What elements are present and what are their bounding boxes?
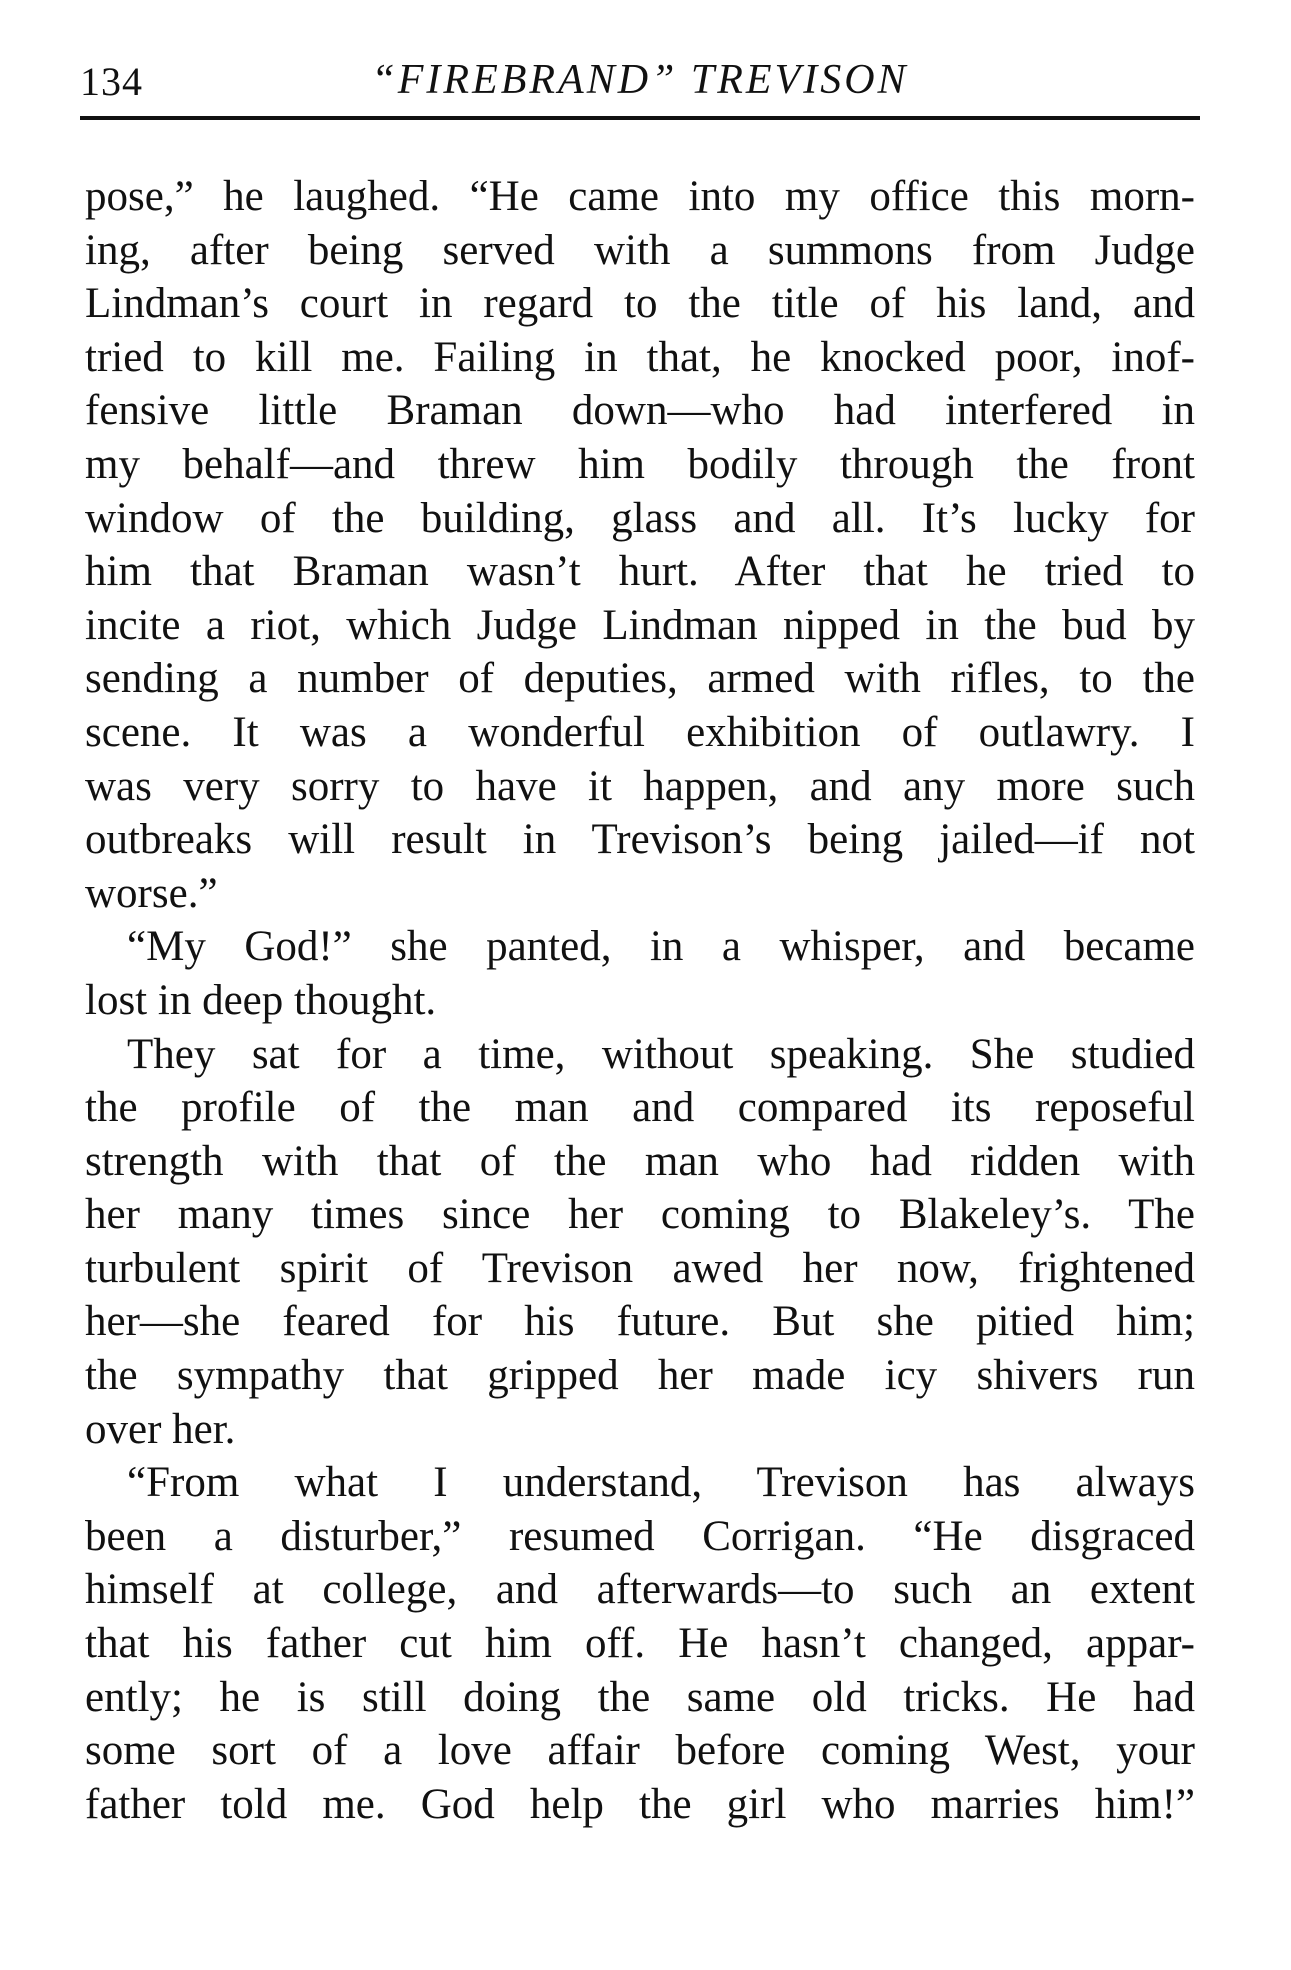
text-line: some sort of a love affair before coming West, your xyxy=(85,1727,1195,1775)
text-line: himself at college, and afterwards—to such an extent xyxy=(85,1566,1195,1614)
text-line: him that Braman wasn’t hurt. After that he tried to xyxy=(85,548,1195,596)
text-line: scene. It was a wonderful exhibition of outlawry. I xyxy=(85,708,1195,756)
text-line: tried to kill me. Failing in that, he knocked poor, inof- xyxy=(85,333,1195,381)
text-line: ing, after being served with a summons from Judge xyxy=(85,226,1195,274)
text-line: lost in deep thought. xyxy=(85,976,437,1024)
text-line: pose,” he laughed. “He came into my office this morn- xyxy=(85,173,1195,220)
text-line: They sat for a time, without speaking. She studied xyxy=(127,1030,1195,1078)
running-title: “FIREBRAND” TREVISON xyxy=(371,57,909,103)
text-line: that his father cut him off. He hasn’t changed, appar- xyxy=(85,1620,1195,1668)
text-line: sending a number of deputies, armed with rifles, to the xyxy=(85,655,1195,703)
text-line: strength with that of the man who had ridden with xyxy=(85,1137,1195,1185)
text-line: window of the building, glass and all. It’s lucky for xyxy=(85,494,1195,542)
text-line: “From what I understand, Trevison has always xyxy=(127,1459,1195,1507)
text-line: outbreaks will result in Trevison’s being jailed—if not xyxy=(85,816,1195,864)
header-rule xyxy=(80,116,1200,120)
text-line: father told me. God help the girl who marries him!” xyxy=(85,1780,1195,1828)
text-line: ently; he is still doing the same old tricks. He had xyxy=(85,1673,1195,1721)
page-header xyxy=(80,52,1200,112)
text-line: her many times since her coming to Blakeley’s. The xyxy=(85,1191,1195,1239)
text-line: was very sorry to have it happen, and any more such xyxy=(85,762,1195,810)
text-line: my behalf—and threw him bodily through the front xyxy=(85,440,1195,488)
text-line: the sympathy that gripped her made icy shivers run xyxy=(85,1352,1195,1400)
text-line: worse.” xyxy=(85,869,218,917)
text-line: the profile of the man and compared its reposeful xyxy=(85,1084,1195,1132)
text-line: over her. xyxy=(85,1405,236,1453)
text-line: fensive little Braman down—who had interfered in xyxy=(85,387,1195,435)
page-number: 134 xyxy=(80,59,143,104)
text-line: Lindman’s court in regard to the title of his land, and xyxy=(85,280,1195,328)
text-line: turbulent spirit of Trevison awed her now, frightened xyxy=(85,1244,1195,1292)
body-text xyxy=(85,170,1195,1831)
text-line: her—she feared for his future. But she pitied him; xyxy=(85,1298,1195,1346)
text-line: been a disturber,” resumed Corrigan. “He disgraced xyxy=(85,1512,1195,1560)
text-line: incite a riot, which Judge Lindman nipped in the bud by xyxy=(85,601,1195,649)
text-line: “My God!” she panted, in a whisper, and became xyxy=(127,923,1195,971)
